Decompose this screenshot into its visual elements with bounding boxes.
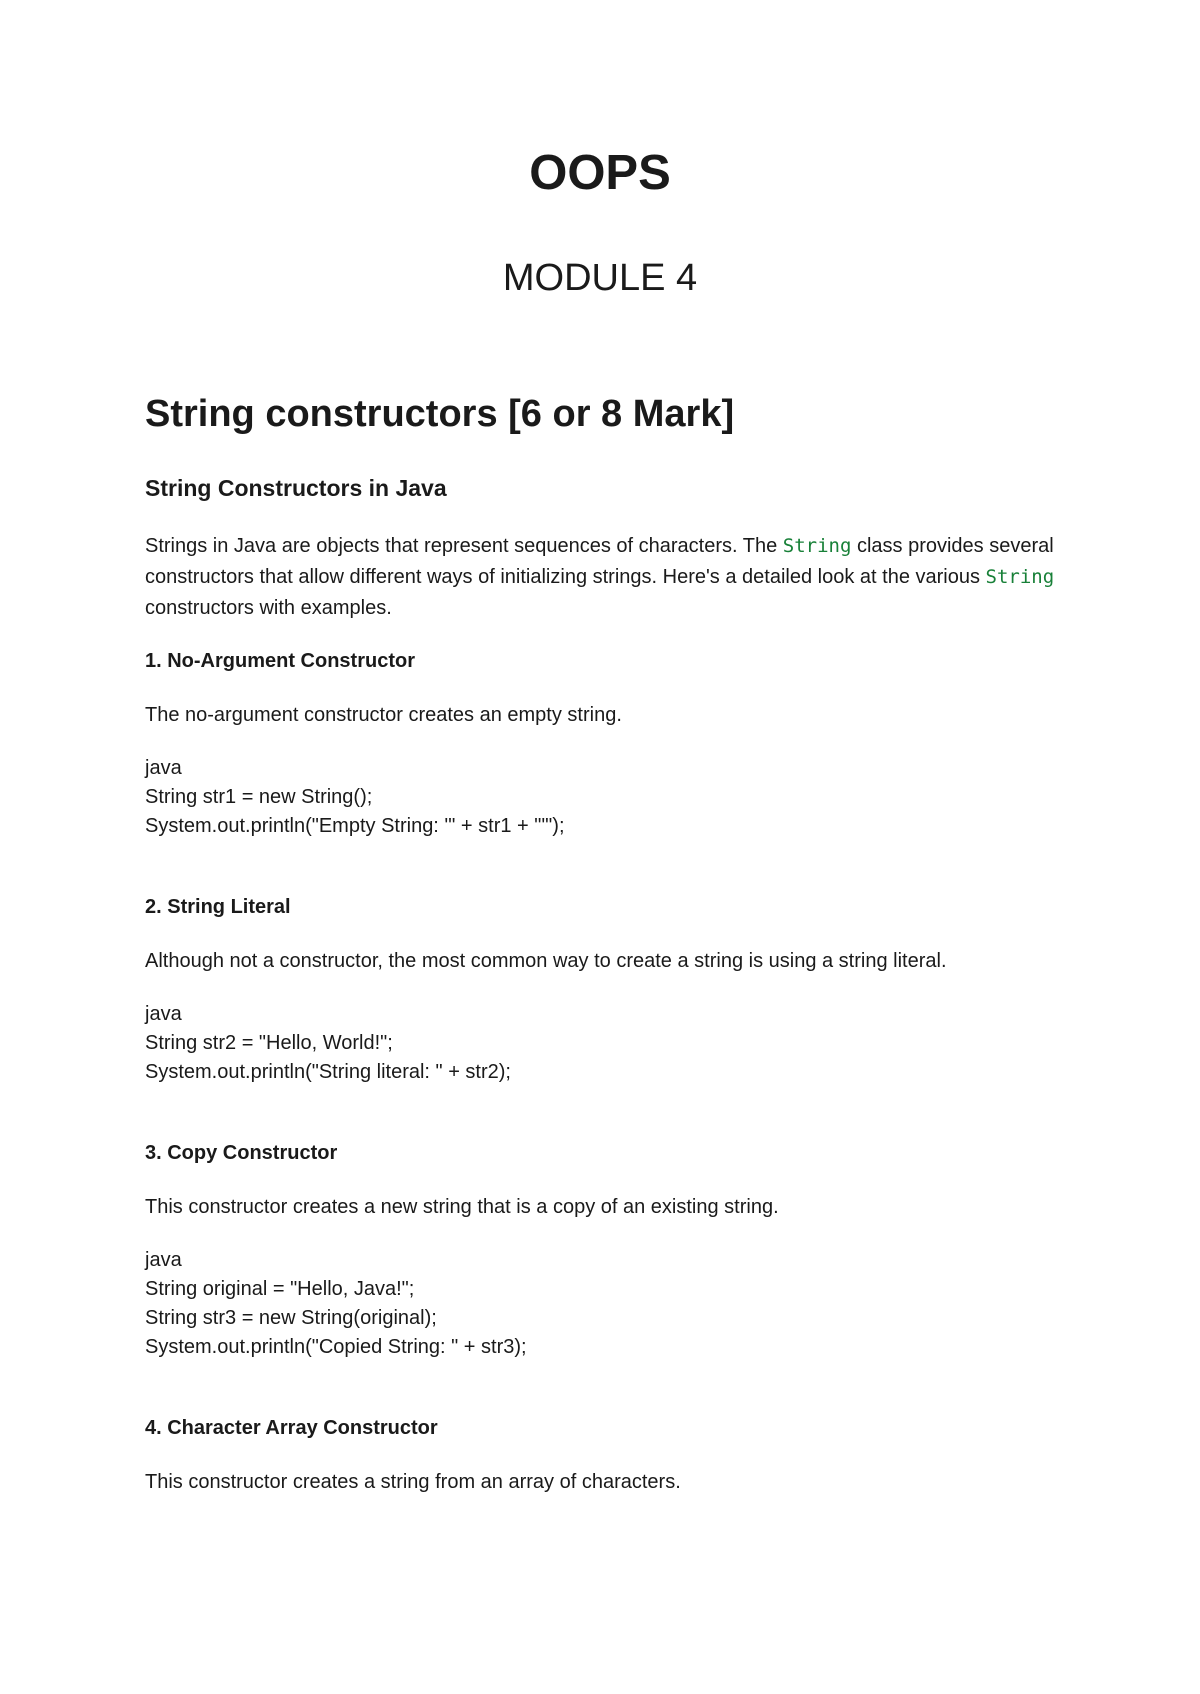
section-heading: String constructors [6 or 8 Mark]	[145, 393, 735, 435]
code-block-1	[145, 754, 1065, 841]
section-subheading: String Constructors in Java	[145, 475, 447, 501]
intro-paragraph	[145, 531, 1065, 624]
code-line: System.out.println("Empty String: '" + str1 + "'");	[145, 815, 565, 837]
constructor-description-4: This constructor creates a string from an array of characters.	[145, 1471, 681, 1493]
code-line: java	[145, 1003, 182, 1025]
intro-text-3: constructors with examples.	[145, 597, 392, 619]
code-line: System.out.println("String literal: " + str2);	[145, 1061, 511, 1083]
code-line: String str2 = "Hello, World!";	[145, 1032, 393, 1054]
constructor-description-1: The no-argument constructor creates an empty string.	[145, 704, 622, 726]
constructor-heading-4: 4. Character Array Constructor	[145, 1417, 438, 1439]
code-block-3	[145, 1246, 1065, 1362]
main-content	[145, 390, 1065, 1521]
inline-code-string: String	[985, 566, 1055, 588]
code-line: String str1 = new String();	[145, 786, 373, 808]
inline-code-string: String	[782, 535, 852, 557]
constructor-heading-3: 3. Copy Constructor	[145, 1142, 338, 1164]
constructor-heading-1: 1. No-Argument Constructor	[145, 650, 415, 672]
code-line: String str3 = new String(original);	[145, 1307, 437, 1329]
intro-text-2: class provides several constructors that allow different ways of initializing strings. Here's a detailed look at the various	[145, 535, 1054, 588]
code-line: String original = "Hello, Java!";	[145, 1278, 415, 1300]
code-line: java	[145, 757, 182, 779]
intro-text-1: Strings in Java are objects that represent sequences of characters. The	[145, 535, 783, 557]
document-subtitle: MODULE 4	[502, 257, 698, 299]
constructor-description-2: Although not a constructor, the most common way to create a string is using a string literal.	[145, 950, 947, 972]
code-line: java	[145, 1249, 182, 1271]
code-block-2	[145, 1000, 1065, 1087]
constructor-heading-2: 2. String Literal	[145, 896, 291, 918]
code-line: System.out.println("Copied String: " + str3);	[145, 1336, 527, 1358]
constructor-description-3: This constructor creates a new string that is a copy of an existing string.	[145, 1196, 779, 1218]
document-title: OOPS	[529, 146, 671, 200]
